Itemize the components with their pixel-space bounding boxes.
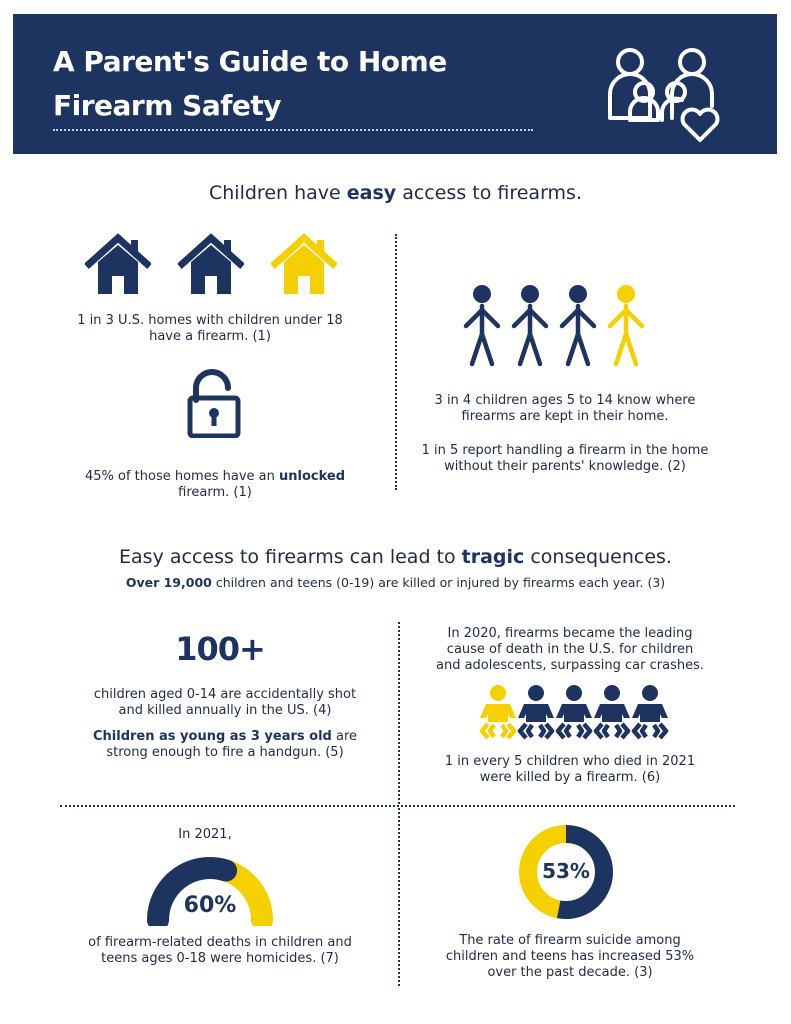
homes-stat-line-1: 1 in 3 U.S. homes with children under 18: [77, 313, 343, 328]
died-line-2: were killed by a firearm. (6): [479, 770, 661, 785]
suicide-line-3: over the past decade. (3): [487, 965, 653, 980]
unlocked-padlock-icon: [186, 366, 242, 438]
leading-cause-stat: [410, 626, 730, 674]
house-icon-highlighted: [271, 232, 337, 298]
toddler-icon: [554, 684, 594, 740]
consequences-heading-post: consequences.: [524, 546, 672, 568]
access-heading-bold: easy: [346, 182, 397, 204]
accidental-line-1: children aged 0-14 are accidentally shot: [93, 687, 357, 702]
know-stat-line-1: 3 in 4 children ages 5 to 14 know where: [434, 393, 696, 408]
young-stat-bold: Children as young as 3 years old: [93, 729, 332, 744]
consequences-subheading: [0, 575, 791, 591]
leading-line-3: and adolescents, surpassing car crashes.: [436, 658, 704, 673]
handling-stat-line-1: 1 in 5 report handling a firearm in the home: [421, 443, 709, 458]
homicide-line-2: teens ages 0-18 were homicides. (7): [101, 951, 339, 966]
know-stat-line-2: firearms are kept in their home.: [461, 409, 669, 424]
subheading-bold: Over 19,000: [125, 575, 212, 590]
consequences-heading-bold: tragic: [461, 546, 525, 568]
accidental-stat-text: [70, 687, 380, 719]
unlocked-stat-pre: 45% of those homes have an: [84, 469, 279, 484]
unlocked-stat-line-2: firearm. (1): [178, 485, 252, 500]
homicide-intro: In 2021,: [178, 827, 232, 842]
homicide-stat: [65, 935, 375, 967]
young-children-stat: [70, 729, 380, 761]
access-heading: [0, 182, 791, 204]
houses-row: [85, 232, 340, 300]
leading-line-1: In 2020, firearms became the leading: [447, 626, 693, 641]
suicide-stat: [420, 933, 720, 981]
house-icon: [178, 232, 244, 298]
access-heading-post: access to firearms.: [396, 182, 582, 204]
people-row: [462, 284, 662, 368]
child-figure-icon: [462, 284, 502, 368]
homicide-percent: 60%: [183, 893, 237, 918]
suicide-line-1: The rate of firearm suicide among: [459, 933, 681, 948]
young-stat-line-2: strong enough to fire a handgun. (5): [106, 745, 344, 760]
page-title: [53, 40, 513, 128]
handling-stat: [405, 443, 725, 475]
title-divider: [53, 129, 533, 131]
suicide-line-2: children and teens has increased 53%: [445, 949, 695, 964]
child-figure-icon: [558, 284, 598, 368]
section-3-divider-vertical: [398, 808, 400, 986]
toddler-icon-highlighted: [478, 684, 518, 740]
section-2-divider: [398, 622, 400, 804]
unlocked-stat-bold: unlocked: [278, 469, 346, 484]
know-stat: [410, 393, 720, 425]
young-stat-rest: are: [331, 729, 357, 744]
consequences-heading-pre: Easy access to firearms can lead to: [119, 546, 462, 568]
toddler-icon: [592, 684, 632, 740]
children-row: [478, 684, 678, 742]
header-banner: [13, 14, 777, 154]
homes-stat-line-2: have a firearm. (1): [149, 329, 271, 344]
homes-stat: [60, 313, 360, 345]
family-heart-icon: [596, 40, 726, 150]
accidental-deaths-stat: 100+: [175, 630, 265, 668]
title-line-2: Firearm Safety: [53, 89, 282, 122]
section-3-divider-horizontal: [60, 805, 735, 807]
accidental-line-2: and killed annually in the US. (4): [118, 703, 332, 718]
unlocked-stat: [60, 469, 370, 501]
toddler-icon: [630, 684, 670, 740]
subheading-rest: children and teens (0-19) are killed or injured by firearms each year. (3): [211, 575, 666, 590]
child-figure-icon-highlighted: [606, 284, 646, 368]
consequences-heading: [0, 546, 791, 568]
toddler-icon: [516, 684, 556, 740]
section-1-divider: [395, 234, 397, 490]
access-heading-pre: Children have: [209, 182, 347, 204]
title-line-1: A Parent's Guide to Home: [53, 45, 447, 78]
died-stat: [410, 754, 730, 786]
leading-line-2: cause of death in the U.S. for children: [446, 642, 694, 657]
died-line-1: 1 in every 5 children who died in 2021: [444, 754, 696, 769]
house-icon: [85, 232, 151, 298]
child-figure-icon: [510, 284, 550, 368]
homicide-line-1: of firearm-related deaths in children and: [88, 935, 352, 950]
suicide-percent: 53%: [542, 859, 590, 883]
handling-stat-line-2: without their parents' knowledge. (2): [444, 459, 686, 474]
